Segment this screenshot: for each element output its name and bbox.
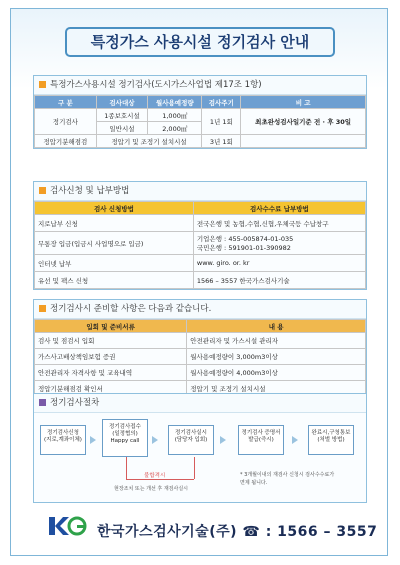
bullet-icon	[39, 81, 46, 88]
table-row	[35, 215, 366, 232]
table-cell: 가스사고배상책임보험 증권	[35, 349, 187, 365]
bullet-icon	[39, 305, 46, 312]
table-cell: 월사용예정량이 4,000m3이상	[187, 365, 366, 381]
col-header: 검사대상	[96, 96, 148, 109]
table-cell: 유선 및 팩스 신청	[35, 272, 194, 289]
section-heading: 특정가스사용시설 정기검사(도시가스사업법 제17조 1항)	[50, 80, 262, 90]
fail-label: 불합격시	[144, 473, 166, 479]
improve-line	[194, 457, 195, 479]
row-group-label: 정기검사	[35, 109, 97, 135]
section-header	[34, 300, 366, 319]
col-header: 월사용예정량	[148, 96, 202, 109]
table-header-row	[35, 320, 366, 333]
table-cell: 정압기 및 조정기 설치시설	[96, 135, 202, 148]
table-cell: 1566 – 3557 한국가스검사기술	[193, 272, 365, 289]
step-report: 완료시,구청통보 (처벌 방법)	[308, 425, 354, 455]
table-cell: 최초완성검사일기준 전 · 후 30일	[241, 109, 366, 135]
table-row	[35, 349, 366, 365]
inspection-table	[34, 95, 366, 148]
table-header-row	[35, 202, 366, 215]
col-header: 검사 신청방법	[35, 202, 194, 215]
table-row	[35, 109, 366, 122]
table-cell: 정압기분해점검 확인서	[35, 381, 187, 397]
table-cell: 1종보호시설	[96, 109, 148, 122]
table-row	[35, 255, 366, 272]
step-certificate: 정기검사 증명서 발급(즉시)	[238, 425, 284, 455]
table-cell: 안전관리자 및 가스시설 관리자	[187, 333, 366, 349]
table-row	[35, 135, 366, 148]
table-row	[35, 333, 366, 349]
section-heading: 정기검사시 준비할 사항은 다음과 같습니다.	[50, 304, 212, 314]
table-cell	[241, 135, 366, 148]
table-cell: 3년 1회	[202, 135, 241, 148]
table-cell: 정압기분해점검	[35, 135, 97, 148]
table-cell: 안전관리자 자격사항 및 교육내역	[35, 365, 187, 381]
arrow-right-icon	[292, 436, 298, 444]
table-cell: 2,000㎥	[148, 122, 202, 135]
improve-line	[126, 457, 127, 479]
page-title: 특정가스 사용시설 정기검사 안내	[65, 27, 335, 57]
preparation-table	[34, 319, 366, 397]
arrow-right-icon	[152, 436, 158, 444]
table-cell: 기업은행 : 455-005874-01-035 국민은행 : 591901-01-390982	[193, 232, 365, 255]
company-contact: 한국가스검사기술(주) ☎ : 1566 – 3557	[97, 524, 378, 540]
table-header-row	[35, 96, 366, 109]
section-header	[34, 394, 366, 413]
bullet-icon	[39, 399, 46, 406]
table-cell: 정압기 및 조정기 설치시설	[187, 381, 366, 397]
table-cell: 월사용예정량이 3,000m3이상	[187, 349, 366, 365]
section-procedure	[33, 393, 367, 503]
col-header: 입회 및 준비서류	[35, 320, 187, 333]
section-header	[34, 182, 366, 201]
table-cell: 무통장 입금(입금시 사업명으로 입금)	[35, 232, 194, 255]
table-cell: 전국은행 및 농협,수협,신협,우체국등 수납창구	[193, 215, 365, 232]
improve-note: 현장조치 또는 개선 후 재검사실시	[114, 486, 188, 492]
section-heading: 검사신청 및 납부방법	[50, 186, 130, 196]
table-cell: 1,000㎥	[148, 109, 202, 122]
table-cell: 지로납부 신청	[35, 215, 194, 232]
table-cell: 일반시설	[96, 122, 148, 135]
section-application	[33, 181, 367, 290]
poster-frame	[10, 8, 388, 556]
logo-icon	[49, 515, 89, 537]
arrow-right-icon	[220, 436, 226, 444]
col-header: 검사수수료 납부방법	[193, 202, 365, 215]
company-logo	[49, 515, 89, 537]
col-header: 내 용	[187, 320, 366, 333]
section-header	[34, 76, 366, 95]
arrow-right-icon	[90, 436, 96, 444]
step-apply: 정기검사신청 (지로,계좌이체)	[40, 425, 86, 455]
section-heading: 정기검사절차	[50, 398, 100, 408]
col-header: 검사주기	[202, 96, 241, 109]
table-cell: 인터넷 납부	[35, 255, 194, 272]
table-cell: www. giro. or. kr	[193, 255, 365, 272]
table-cell: 검사 및 점검시 입회	[35, 333, 187, 349]
side-note: * 3개월이내의 재검사 신청시 검사수수료가 면제 됩니다.	[240, 472, 335, 486]
col-header: 비 고	[241, 96, 366, 109]
col-header: 구 분	[35, 96, 97, 109]
improve-line	[126, 479, 194, 480]
bullet-icon	[39, 187, 46, 194]
section-regular-inspection	[33, 75, 367, 149]
application-table	[34, 201, 366, 289]
procedure-flow	[34, 413, 366, 503]
table-row	[35, 232, 366, 255]
table-row	[35, 272, 366, 289]
step-inspect: 정기검사실시 (담당자 입회)	[168, 425, 214, 455]
section-preparation	[33, 299, 367, 398]
table-cell: 1년 1회	[202, 109, 241, 135]
step-receive: 정기검사접수 (일정협의) Happy call	[102, 419, 148, 457]
table-row	[35, 365, 366, 381]
